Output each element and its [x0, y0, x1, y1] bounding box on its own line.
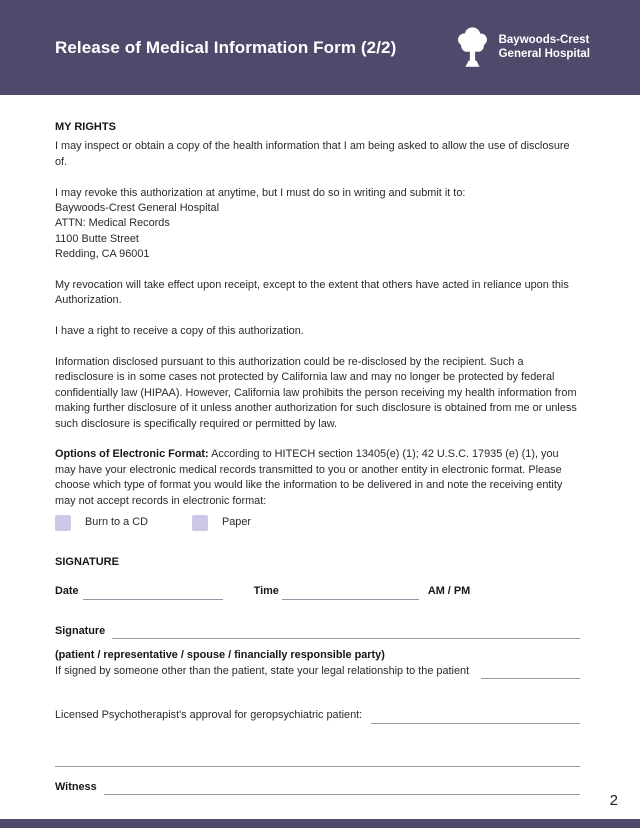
address-line: 1100 Butte Street — [55, 232, 139, 245]
psychotherapist-row — [55, 708, 580, 723]
paper-checkbox[interactable] — [192, 515, 208, 531]
address-line: ATTN: Medical Records — [55, 217, 170, 230]
signature-field-line[interactable] — [112, 626, 580, 639]
relationship-field-line[interactable] — [481, 666, 580, 679]
party-note: (patient / representative / spouse / financially responsible party) — [55, 649, 385, 662]
paper-label: Paper — [221, 516, 252, 529]
witness-label: Witness — [55, 780, 97, 793]
redisclosure-paragraph: Information disclosed pursuant to this authorization could be re-disclosed by the recipient. Such a redisclosure is in some cases not protected by California law and may no longer be protected by federal confidentially law (HIPAA). However, California law prohibits the person receiving my health information from making further disclosure of it unless another authorization for such disclosure is obtained from me or unless such disclosure is specifically required or permitted by law. — [55, 356, 577, 430]
hospital-name — [499, 34, 590, 61]
date-label: Date — [55, 585, 79, 598]
inspect-paragraph: I may inspect or obtain a copy of the health information that I am being asked to allow the use of disclosure of. — [55, 140, 570, 168]
revocation-paragraph: My revocation will take effect upon receipt, except to the extent that others have acted in reliance upon this Authorization. — [55, 279, 569, 307]
copy-right-paragraph: I have a right to receive a copy of this authorization. — [55, 325, 304, 338]
date-time-row — [55, 584, 580, 599]
witness-row — [55, 780, 580, 795]
psychotherapist-label: Licensed Psychotherapist's approval for geropsychiatric patient: — [55, 709, 363, 722]
electronic-format-lead: Options of Electronic Format: — [55, 448, 209, 461]
relationship-row — [55, 664, 580, 679]
relationship-note: If signed by someone other than the patient, state your legal relationship to the patient — [55, 664, 470, 677]
psychotherapist-field-line[interactable] — [371, 711, 580, 724]
revoke-paragraph: I may revoke this authorization at anytime, but I must do so in writing and submit it to: — [55, 186, 466, 199]
signature-row — [55, 624, 580, 639]
time-label: Time — [253, 585, 279, 598]
footer-bar — [0, 819, 640, 828]
electronic-format-body: According to HITECH section 13405(e) (1); 42 U.S.C. 17935 (e) (1), you may have your electronic medical records transmitted to you or another entity in electronic format. Please choose which type of format you would like the information to be delivered in and note the receiving entity may not accept records in electronic format: — [55, 448, 563, 507]
page-title: Release of Medical Information Form (2/2) — [55, 37, 397, 57]
signature-label: Signature — [55, 624, 106, 637]
time-field-line[interactable] — [282, 587, 419, 600]
format-options-row — [55, 514, 580, 532]
burn-to-cd-label: Burn to a CD — [85, 516, 148, 529]
burn-to-cd-option — [55, 515, 148, 531]
ampm-label: AM / PM — [427, 585, 471, 598]
hospital-logo — [455, 25, 590, 70]
revoke-address-block — [55, 186, 580, 263]
form-header — [0, 0, 640, 95]
paper-option — [192, 515, 251, 531]
hospital-name-line2: General Hospital — [498, 47, 590, 60]
electronic-format-paragraph — [55, 447, 580, 509]
burn-to-cd-checkbox[interactable] — [55, 515, 71, 531]
address-line: Redding, CA 96001 — [55, 248, 150, 261]
address-line: Baywoods-Crest General Hospital — [55, 202, 220, 215]
hospital-name-line1: Baywoods-Crest — [498, 34, 590, 46]
my-rights-heading: MY RIGHTS — [55, 121, 116, 133]
form-body — [0, 95, 640, 795]
tree-icon — [455, 25, 490, 70]
date-field-line[interactable] — [83, 587, 223, 600]
continuation-field-line[interactable] — [55, 754, 580, 767]
witness-field-line[interactable] — [104, 782, 580, 795]
signature-heading: SIGNATURE — [55, 556, 119, 569]
page-number: 2 — [609, 792, 618, 809]
